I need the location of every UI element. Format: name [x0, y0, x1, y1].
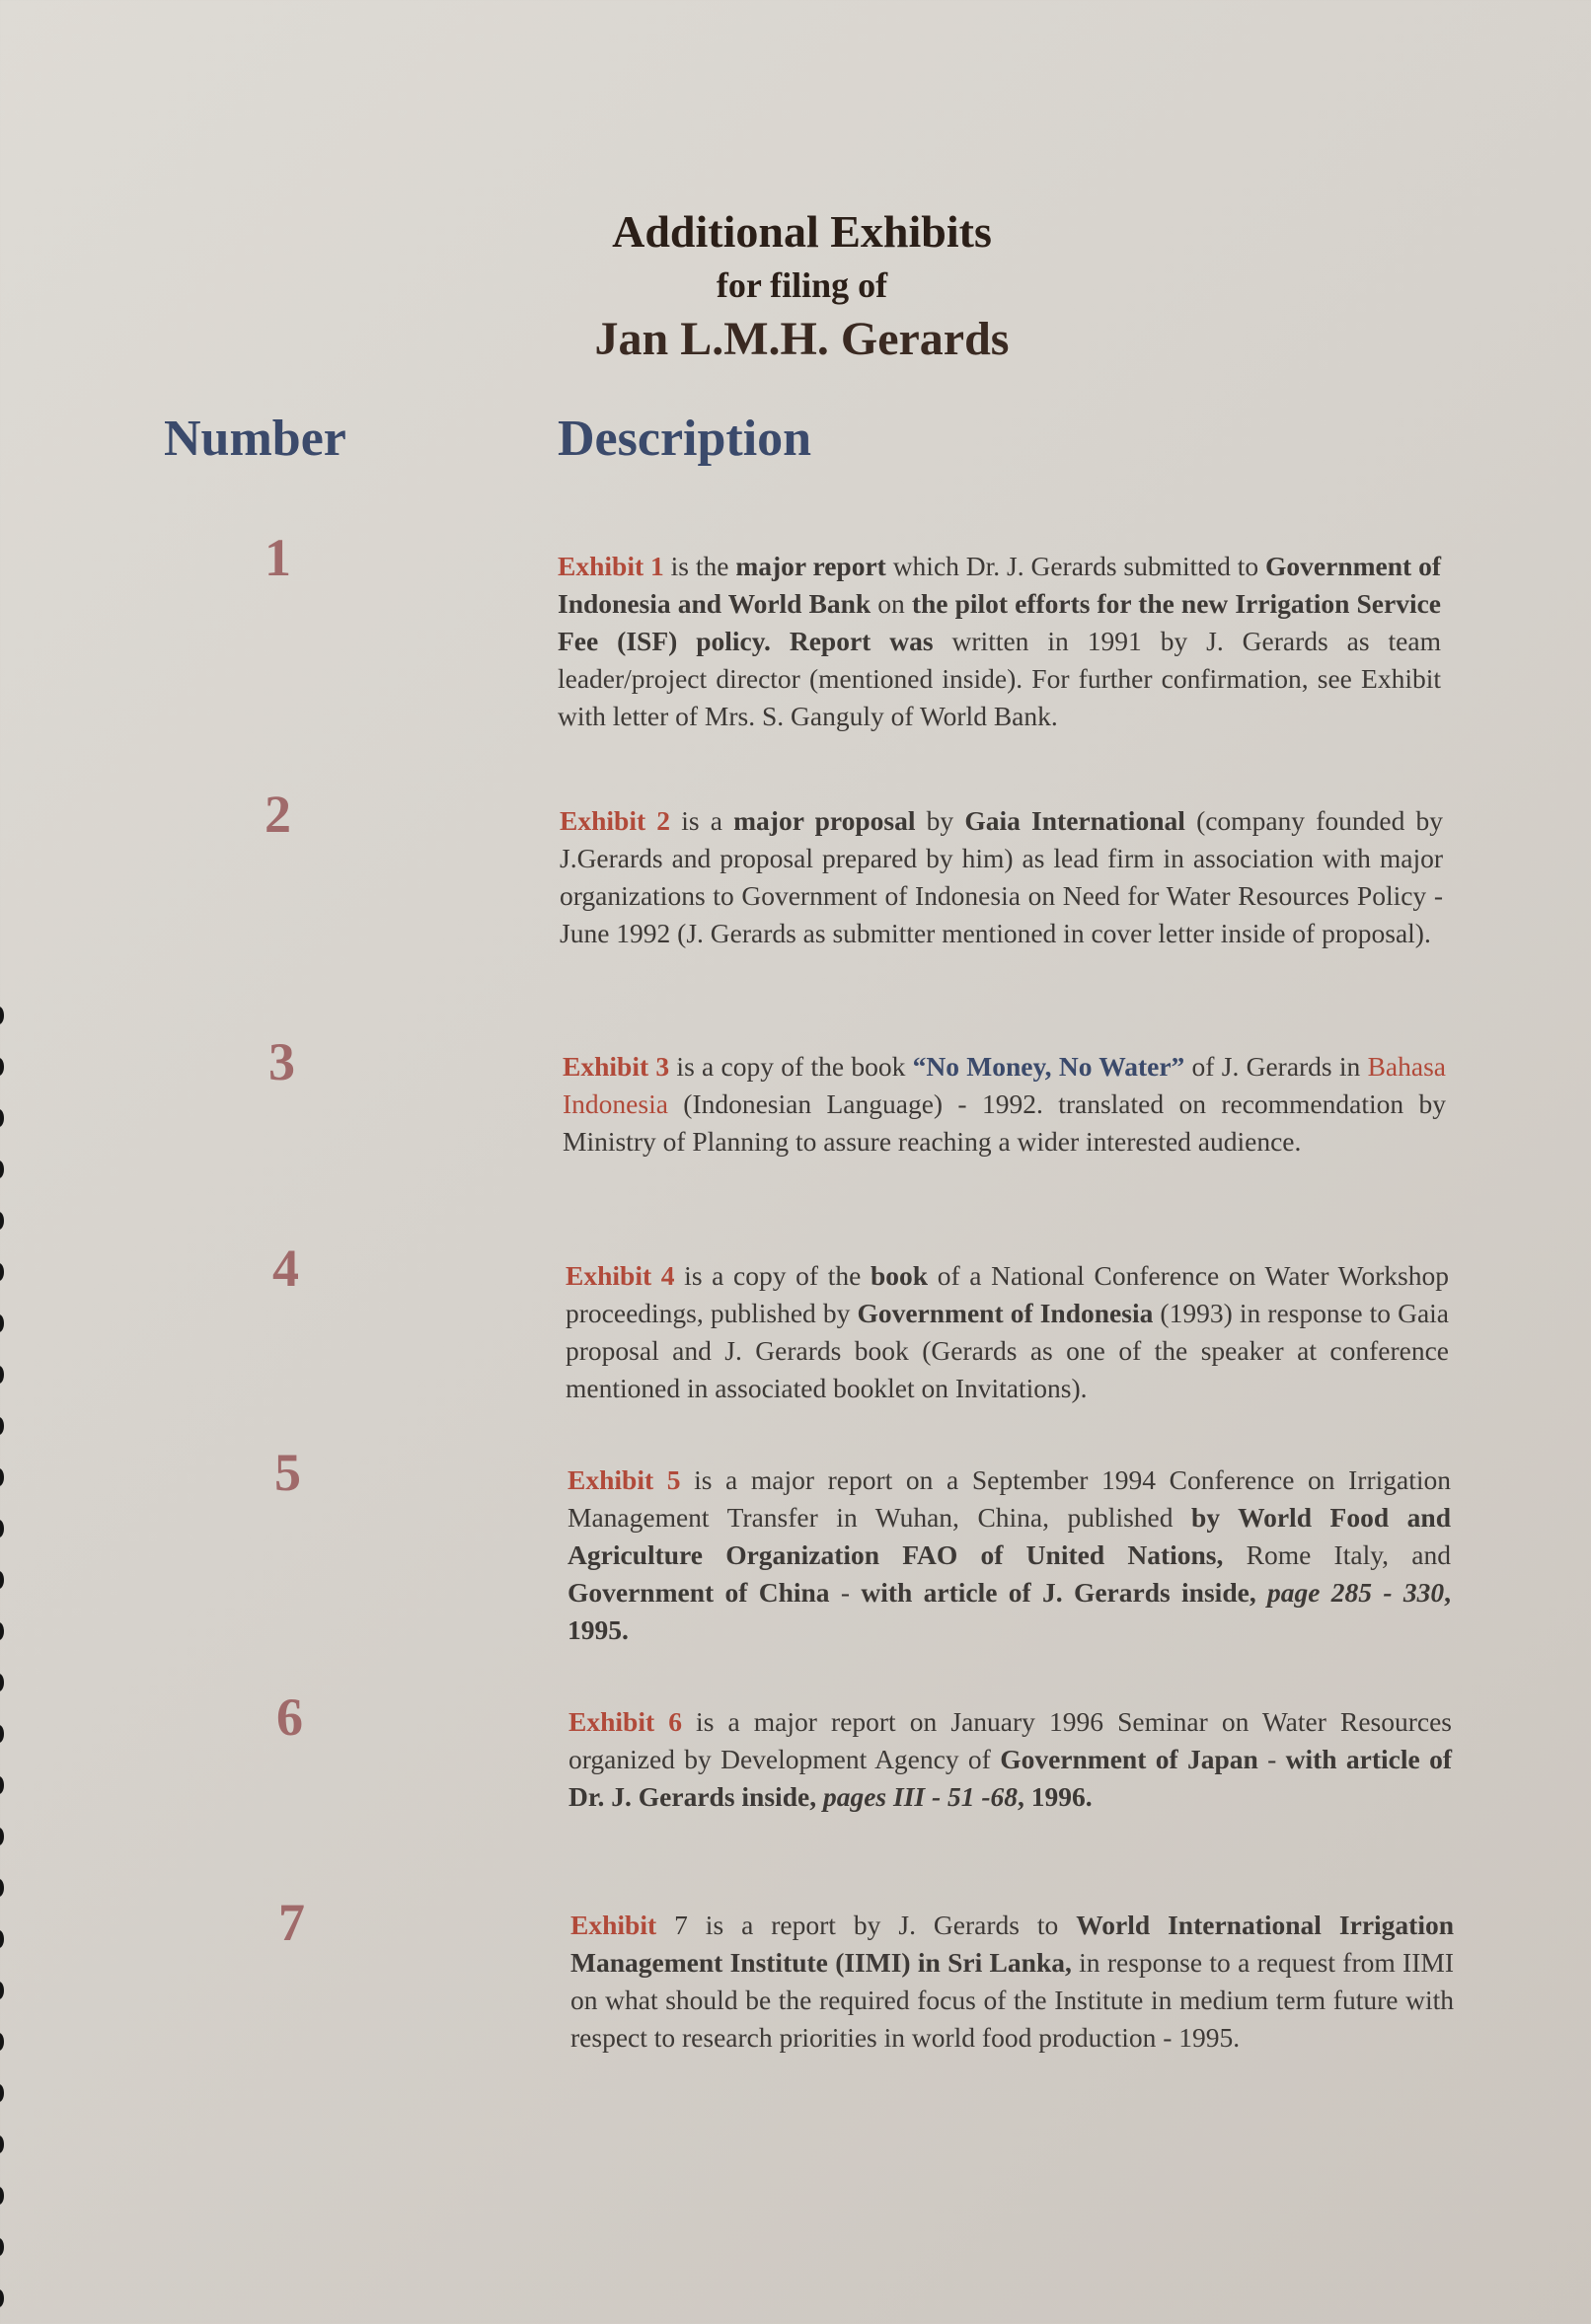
- description-text: is a copy of the book: [669, 1051, 913, 1082]
- exhibit-description: [558, 548, 1441, 735]
- binding-hole: [0, 1212, 4, 1230]
- description-text: Bahasa Indonesia: [563, 1051, 1446, 1119]
- binding-hole: [0, 1982, 4, 1999]
- binding-hole: [0, 1007, 4, 1024]
- exhibit-label: Exhibit 2: [560, 805, 671, 836]
- description-text: is a major report on January 1996 Seminar on Water Resources organized by Development Agency of: [568, 1706, 1452, 1774]
- description-text: Government of China: [568, 1577, 830, 1608]
- binding-hole: [0, 2084, 4, 2102]
- exhibit-description: [563, 1048, 1446, 1161]
- binding-hole: [0, 1058, 4, 1076]
- description-text: “No Money, No Water”: [912, 1051, 1185, 1082]
- binding-hole: [0, 2033, 4, 2051]
- description-text: major proposal: [733, 805, 916, 836]
- binding-hole: [0, 1468, 4, 1486]
- binding-hole: [0, 2136, 4, 2153]
- document-title: Additional Exhibits: [612, 206, 992, 257]
- description-text: -: [829, 1577, 862, 1608]
- exhibit-label: Exhibit 4: [566, 1260, 675, 1291]
- document-subtitle: for filing of: [716, 265, 888, 305]
- description-text: World International Irrigation Management Institute (IIMI) in Sri Lanka,: [570, 1910, 1455, 1978]
- exhibit-number: 6: [276, 1687, 303, 1747]
- exhibit-label: Exhibit 1: [558, 551, 664, 581]
- description-text: in response to a request from IIMI on what should be the required focus of the Institute in medium term future with respect to research priorities in world food production - 1995.: [570, 1947, 1454, 2053]
- description-text: is a: [670, 805, 734, 836]
- description-text: pages III - 51 -68: [822, 1781, 1019, 1812]
- exhibit-description: [568, 1703, 1452, 1816]
- description-text: Rome Italy, and: [1223, 1539, 1451, 1570]
- description-text: 7 is a report by J. Gerards to: [656, 1910, 1077, 1940]
- exhibit-label: Exhibit 3: [563, 1051, 670, 1082]
- description-text: on: [871, 588, 912, 619]
- description-text: with article of Dr. J. Gerards inside,: [568, 1744, 1452, 1812]
- description-text: is a copy of the: [674, 1260, 871, 1291]
- description-text: which Dr. J. Gerards submitted to: [885, 551, 1266, 581]
- description-text: (1993) in response to Gaia proposal and J. Gerards book (Gerards as one of the speaker at conference mentioned in associated booklet on Invitations).: [566, 1298, 1450, 1403]
- binding-hole: [0, 1930, 4, 1948]
- binding-hole: [0, 1674, 4, 1691]
- description-text: is the: [663, 551, 736, 581]
- exhibit-description: [560, 802, 1443, 952]
- spiral-binding: [0, 1007, 8, 2324]
- description-text: is a major report on a September 1994 Conference on Irrigation Management Transfer in Wuhan, China, published: [568, 1464, 1451, 1533]
- exhibit-number: 7: [278, 1893, 305, 1952]
- description-text: written in 1991 by J. Gerards as team leader/project director (mentioned inside). For further confirmation, see Exhibit with letter of Mrs. S. Ganguly of World Bank.: [558, 626, 1441, 731]
- description-text: Government of Japan: [1000, 1744, 1258, 1774]
- column-header-description: Description: [558, 411, 812, 467]
- description-text: Gaia International: [964, 805, 1185, 836]
- binding-hole: [0, 1263, 4, 1281]
- document-header: [0, 202, 1591, 370]
- exhibit-number: 1: [265, 528, 291, 587]
- exhibit-number: 5: [274, 1443, 301, 1502]
- description-text: with article of J. Gerards inside,: [861, 1577, 1268, 1608]
- description-text: by World Food and Agriculture Organization FAO of United Nations,: [568, 1502, 1451, 1570]
- binding-hole: [0, 1828, 4, 1845]
- description-text: book: [870, 1260, 929, 1291]
- binding-hole: [0, 1879, 4, 1897]
- binding-hole: [0, 2289, 4, 2307]
- description-text: , 1995.: [568, 1577, 1451, 1645]
- exhibit-description: [566, 1257, 1449, 1407]
- exhibit-number: 4: [272, 1238, 299, 1298]
- binding-hole: [0, 1520, 4, 1537]
- exhibit-label: Exhibit 6: [568, 1706, 682, 1737]
- exhibit-description: [568, 1462, 1451, 1649]
- column-header-number: Number: [164, 411, 346, 467]
- description-text: (Indonesian Language) - 1992. translated on recommendation by Ministry of Planning to assure reaching a wider interested audience.: [563, 1088, 1446, 1157]
- description-text: Government of Indonesia: [857, 1298, 1154, 1328]
- binding-hole: [0, 2187, 4, 2205]
- binding-hole: [0, 1725, 4, 1743]
- description-text: of a National Conference on Water Workshop proceedings, published by: [566, 1260, 1450, 1328]
- description-text: the pilot efforts for the new Irrigation Service Fee (ISF) policy. Report was: [558, 588, 1441, 656]
- binding-hole: [0, 1314, 4, 1332]
- description-text: Government of Indonesia and World Bank: [558, 551, 1441, 619]
- description-text: major report: [735, 551, 886, 581]
- binding-hole: [0, 1161, 4, 1178]
- description-text: -: [1257, 1744, 1286, 1774]
- binding-hole: [0, 1622, 4, 1640]
- description-text: , 1996.: [1018, 1781, 1093, 1812]
- exhibit-number: 2: [265, 785, 291, 844]
- binding-hole: [0, 1571, 4, 1589]
- binding-hole: [0, 1109, 4, 1127]
- exhibit-label: Exhibit 5: [568, 1464, 681, 1495]
- description-text: by: [915, 805, 965, 836]
- description-text: of J. Gerards in: [1184, 1051, 1368, 1082]
- description-text: (company founded by J.Gerards and proposal prepared by him) as lead firm in association with major organizations to Government of Indonesia on Need for Water Resources Policy - June 1992 (J. Gerards as submitter mentioned in cover letter inside of proposal).: [560, 805, 1443, 948]
- binding-hole: [0, 1366, 4, 1384]
- description-text: page 285 - 330: [1267, 1577, 1445, 1608]
- filer-name: Jan L.M.H. Gerards: [594, 313, 1010, 365]
- exhibit-number: 3: [268, 1032, 295, 1091]
- binding-hole: [0, 2238, 4, 2256]
- binding-hole: [0, 1417, 4, 1435]
- exhibit-description: [570, 1907, 1454, 2057]
- exhibit-label: Exhibit: [570, 1910, 657, 1940]
- binding-hole: [0, 1776, 4, 1794]
